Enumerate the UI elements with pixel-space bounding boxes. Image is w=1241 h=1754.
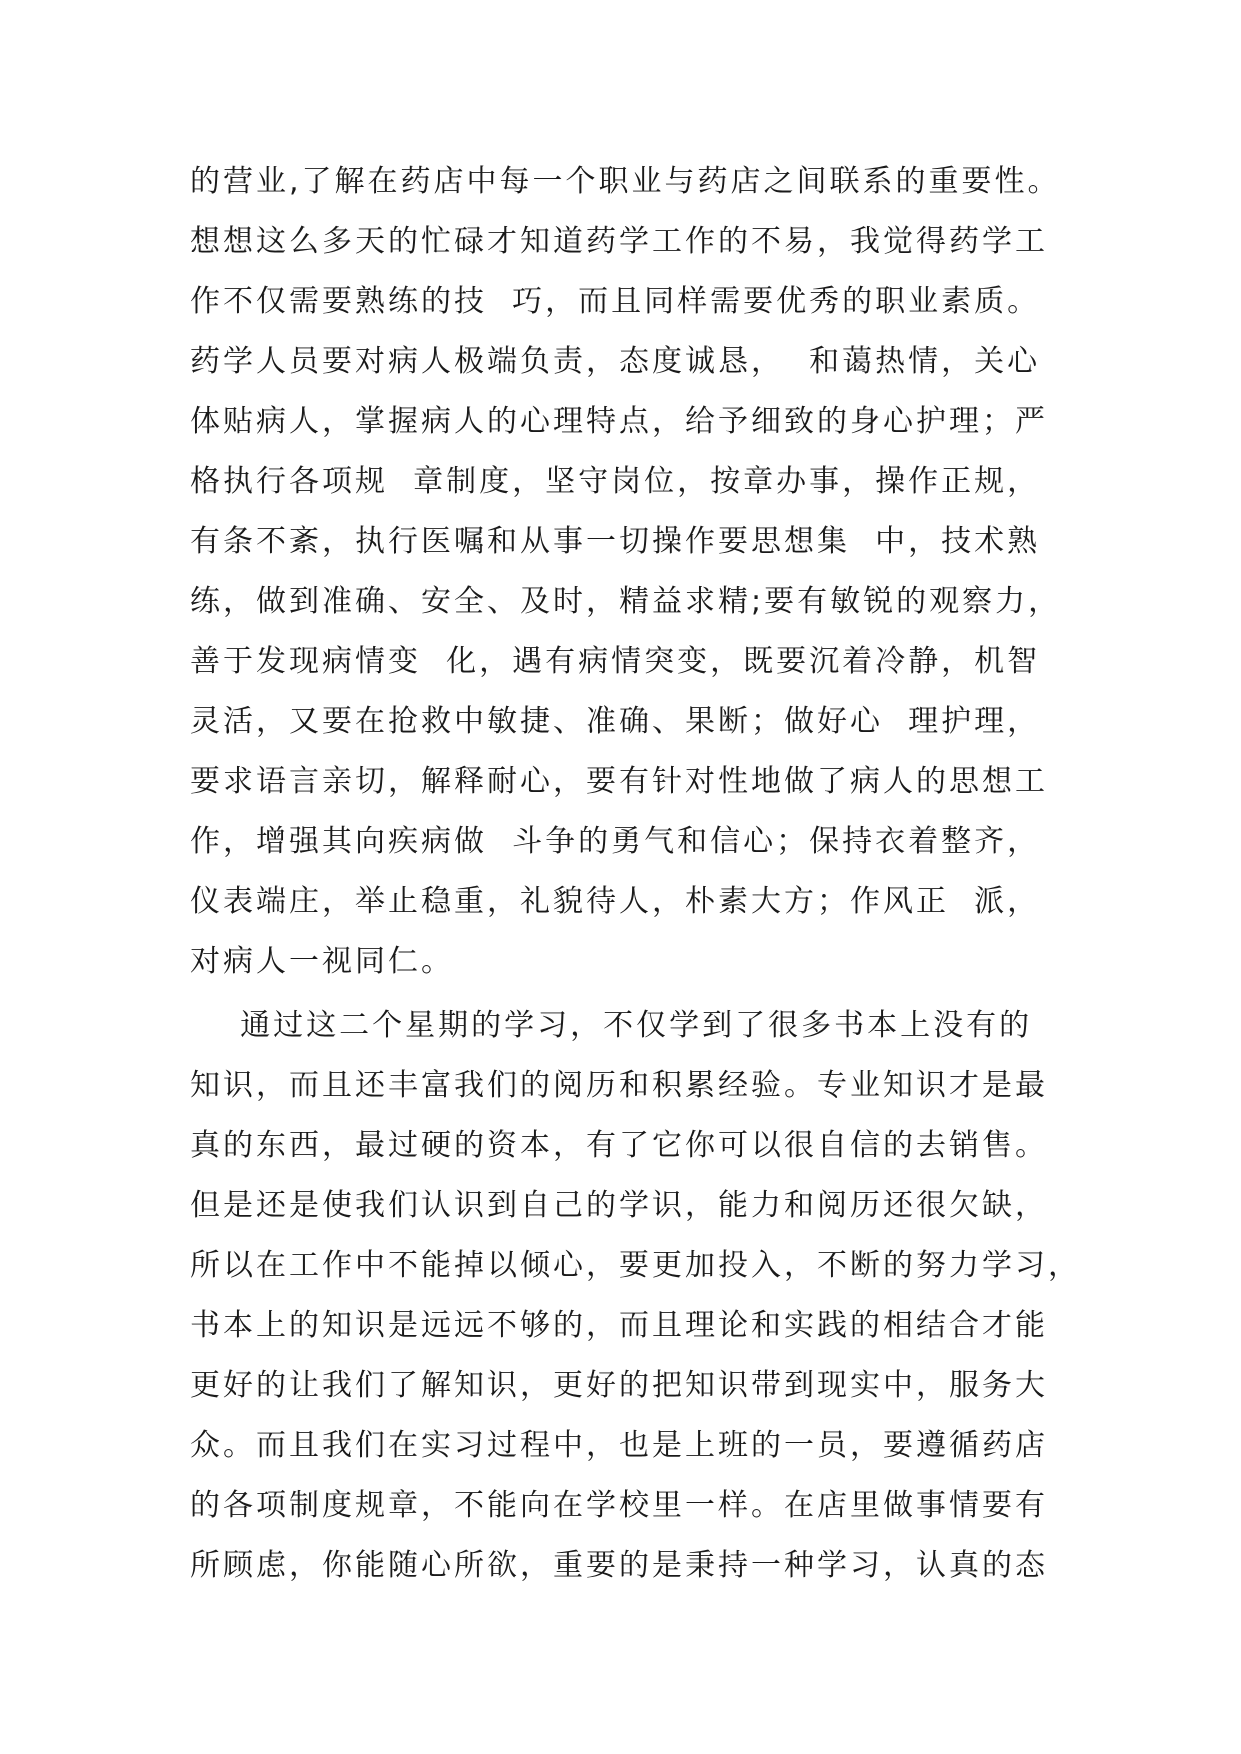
text-line: 仪表端庄，举止稳重，礼貌待人，朴素大方；作风正 派， xyxy=(190,884,1041,919)
text-line: 练，做到准确、安全、及时，精益求精;要有敏锐的观察力， xyxy=(190,584,1062,619)
text-line: 灵活，又要在抢救中敏捷、准确、果断；做好心 理护理， xyxy=(190,704,1041,739)
paragraph-1 xyxy=(190,152,1070,992)
paragraph-2 xyxy=(190,996,1081,1596)
text-line: 的各项制度规章，不能向在学校里一样。在店里做事情要有 xyxy=(190,1488,1048,1523)
text-line: 但是还是使我们认识到自己的学识，能力和阅历还很欠缺， xyxy=(190,1188,1048,1223)
text-line: 真的东西，最过硬的资本，有了它你可以很自信的去销售。 xyxy=(190,1128,1048,1163)
text-line: 作，增强其向疾病做 斗争的勇气和信心；保持衣着整齐， xyxy=(190,824,1041,859)
text-line: 众。而且我们在实习过程中，也是上班的一员，要遵循药店 xyxy=(190,1428,1048,1463)
text-line: 善于发现病情变 化，遇有病情突变，既要沉着冷静，机智 xyxy=(190,644,1041,679)
text-line: 体贴病人，掌握病人的心理特点，给予细致的身心护理；严 xyxy=(190,404,1048,439)
text-line: 的营业,了解在药店中每一个职业与药店之间联系的重要性。 xyxy=(190,164,1061,199)
text-line: 药学人员要对病人极端负责，态度诚恳， 和蔼热情，关心 xyxy=(190,344,1041,379)
text-line: 通过这二个星期的学习，不仅学到了很多书本上没有的 xyxy=(190,1008,1033,1043)
text-line: 格执行各项规 章制度，坚守岗位，按章办事，操作正规， xyxy=(190,464,1041,499)
text-line: 书本上的知识是远远不够的，而且理论和实践的相结合才能 xyxy=(190,1308,1048,1343)
text-line: 想想这么多天的忙碌才知道药学工作的不易，我觉得药学工 xyxy=(190,224,1048,259)
text-line: 作不仅需要熟练的技 巧，而且同样需要优秀的职业素质。 xyxy=(190,284,1041,319)
text-line: 所顾虑，你能随心所欲，重要的是秉持一种学习，认真的态 xyxy=(190,1548,1048,1583)
text-line: 对病人一视同仁。 xyxy=(190,944,454,979)
text-line: 更好的让我们了解知识，更好的把知识带到现实中，服务大 xyxy=(190,1368,1048,1403)
text-line: 所以在工作中不能掉以倾心，要更加投入，不断的努力学习， xyxy=(190,1248,1081,1283)
text-line: 要求语言亲切，解释耐心，要有针对性地做了病人的思想工 xyxy=(190,764,1048,799)
body-text xyxy=(190,152,1081,1596)
text-line: 有条不紊，执行医嘱和从事一切操作要思想集 中，技术熟 xyxy=(190,524,1041,559)
text-line: 知识，而且还丰富我们的阅历和积累经验。专业知识才是最 xyxy=(190,1068,1048,1103)
